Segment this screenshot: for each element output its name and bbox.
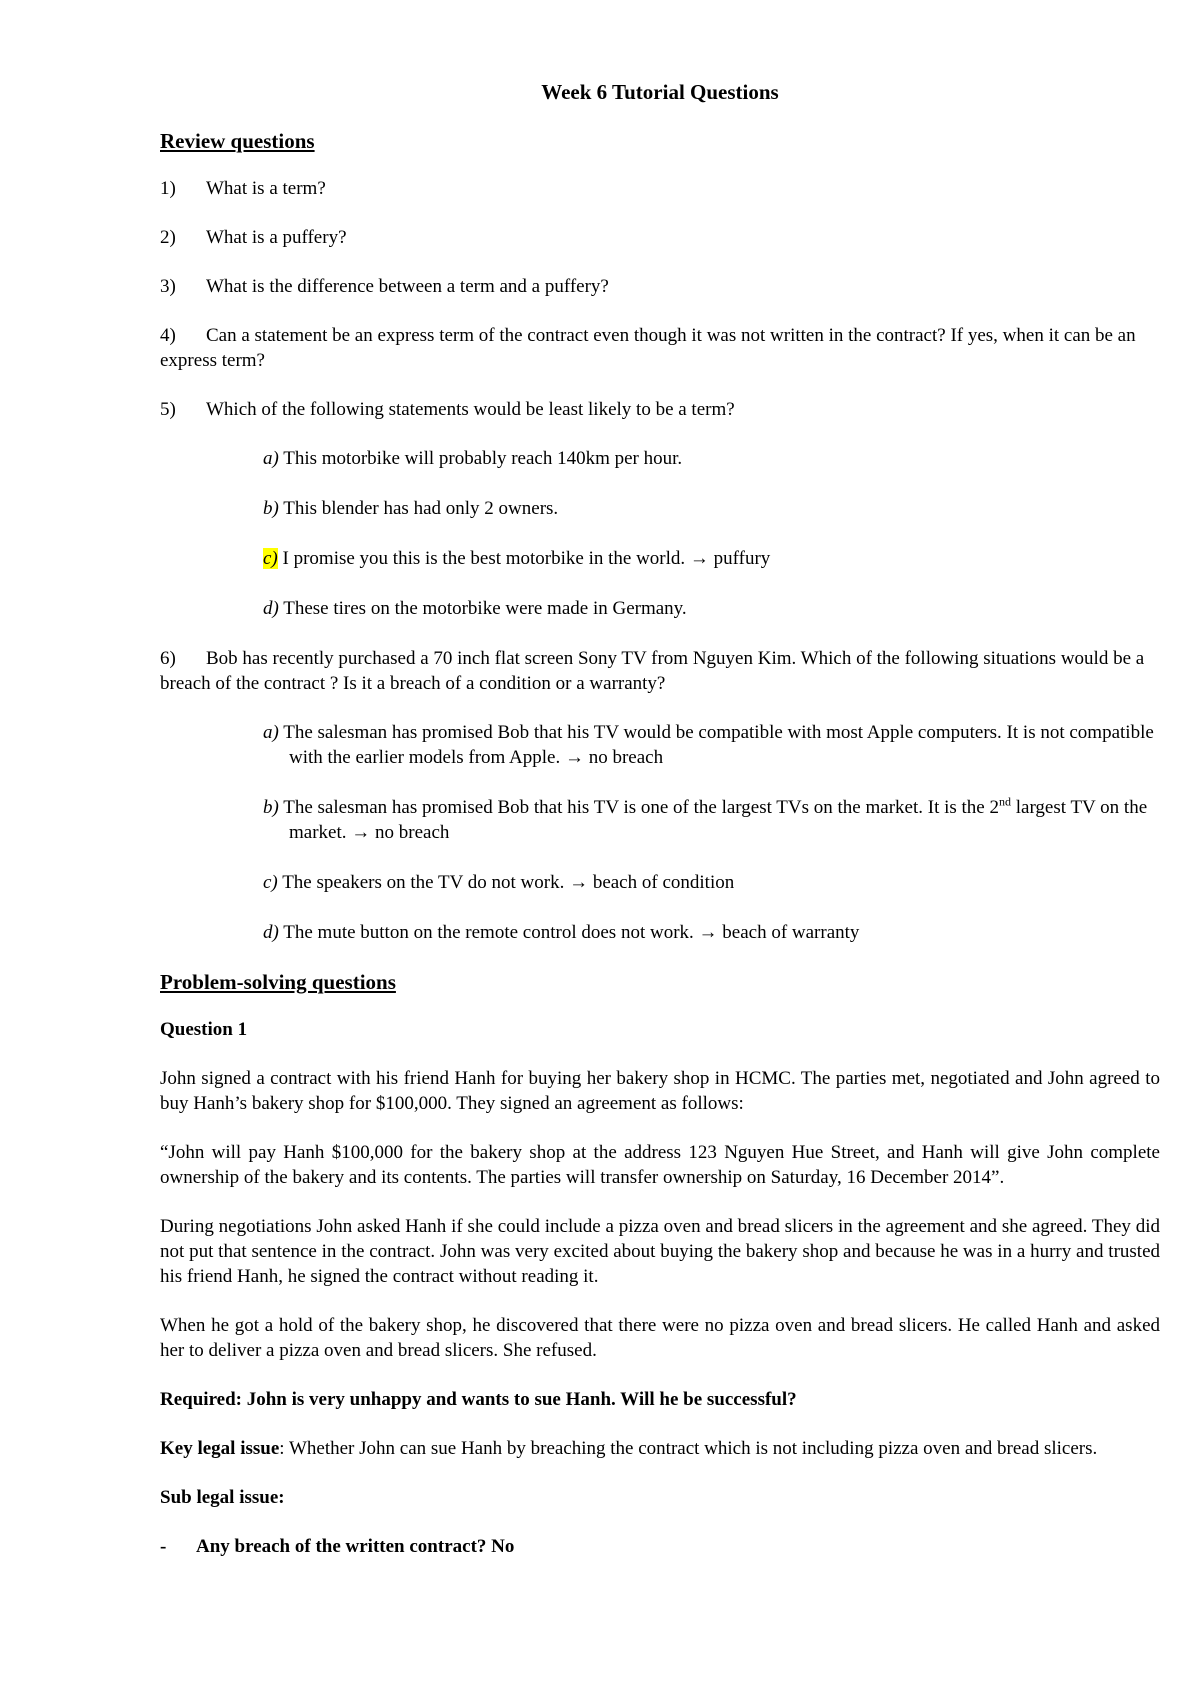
question-number: 6) <box>160 648 176 669</box>
review-question-4 <box>160 323 1160 373</box>
dash-bullet: - <box>160 1536 167 1557</box>
question-6-options <box>160 720 1160 945</box>
list-item <box>160 1534 1160 1559</box>
option-text: This motorbike will probably reach 140km per hour. <box>283 448 683 469</box>
question-text: What is a puffery? <box>206 227 347 248</box>
option-c <box>263 546 1160 571</box>
option-b <box>263 795 1160 845</box>
question-text: Which of the following statements would be least likely to be a term? <box>206 399 735 420</box>
paragraph: “John will pay Hanh $100,000 for the bakery shop at the address 123 Nguyen Hue Street, and Hanh will give John complete ownership of the bakery and its contents. The parties will transfer ownership on Saturday, 16 December 2014”. <box>160 1142 1160 1188</box>
option-text: The mute button on the remote control does not work. → beach of warranty <box>283 922 860 943</box>
key-issue-text: : Whether John can sue Hanh by breaching the contract which is not including pizza oven and bread slicers. <box>279 1438 1098 1459</box>
option-letter: c) <box>263 872 278 893</box>
review-question-6 <box>160 646 1160 696</box>
question-1-label: Question 1 <box>160 1019 248 1040</box>
paragraph: When he got a hold of the bakery shop, he discovered that there were no pizza oven and bread slicers. He called Hanh and asked her to deliver a pizza oven and bread slicers. She refused. <box>160 1315 1160 1361</box>
question-number: 3) <box>160 276 176 297</box>
option-text: The speakers on the TV do not work. → beach of condition <box>282 872 735 893</box>
option-a <box>263 720 1160 770</box>
review-heading: Review questions <box>160 129 315 153</box>
question-text: What is a term? <box>206 178 326 199</box>
list-item-text: Any breach of the written contract? No <box>196 1536 515 1557</box>
paragraph: John signed a contract with his friend Hanh for buying her bakery shop in HCMC. The parties met, negotiated and John agreed to buy Hanh’s bakery shop for $100,000. They signed an agreement as follows: <box>160 1068 1160 1114</box>
question-text: What is the difference between a term and a puffery? <box>206 276 609 297</box>
key-issue-label: Key legal issue <box>160 1438 280 1459</box>
question-text: Bob has recently purchased a 70 inch flat screen Sony TV from Nguyen Kim. Which of the following situations would be a breach of the contract ? Is it a breach of a condition or a warranty? <box>160 648 1145 694</box>
option-letter: a) <box>263 448 279 469</box>
option-letter: b) <box>263 498 279 519</box>
option-c <box>263 870 1160 895</box>
review-question-5 <box>160 397 1160 422</box>
review-question-1 <box>160 176 1160 201</box>
document-page <box>160 80 1160 1559</box>
option-letter: a) <box>263 722 279 743</box>
option-letter: d) <box>263 598 279 619</box>
problem-heading: Problem-solving questions <box>160 970 396 994</box>
option-text: These tires on the motorbike were made in Germany. <box>283 598 687 619</box>
option-d <box>263 920 1160 945</box>
option-text: I promise you this is the best motorbike in the world. → puffury <box>282 548 771 569</box>
key-legal-issue <box>160 1436 1160 1461</box>
review-question-3 <box>160 274 1160 299</box>
question-5-options <box>160 446 1160 621</box>
question-number: 2) <box>160 227 176 248</box>
question-number: 1) <box>160 178 176 199</box>
option-text: The salesman has promised Bob that his TV is one of the largest TVs on the market. It is the 2 <box>283 797 999 818</box>
question-number: 5) <box>160 399 176 420</box>
required-statement: Required: John is very unhappy and wants to sue Hanh. Will he be successful? <box>160 1389 797 1410</box>
option-letter: b) <box>263 797 279 818</box>
paragraph: During negotiations John asked Hanh if she could include a pizza oven and bread slicers in the agreement and she agreed. They did not put that sentence in the contract. John was very excited about buying the bakery shop and because he was in a hurry and trusted his friend Hanh, he signed the contract without reading it. <box>160 1216 1160 1287</box>
question-number: 4) <box>160 325 176 346</box>
option-text: The salesman has promised Bob that his TV would be compatible with most Apple computers. It is not compatible with the earlier models from Apple. → no breach <box>283 722 1154 768</box>
option-a <box>263 446 1160 471</box>
option-letter-highlighted: c) <box>263 548 278 569</box>
page-title: Week 6 Tutorial Questions <box>541 80 779 104</box>
option-text-continued: largest TV on the market. → no breach <box>289 797 1148 843</box>
sub-legal-issue-label: Sub legal issue: <box>160 1487 285 1508</box>
option-b <box>263 496 1160 521</box>
ordinal-suffix: nd <box>998 794 1011 809</box>
option-d <box>263 596 1160 621</box>
option-letter: d) <box>263 922 279 943</box>
question-text: Can a statement be an express term of the contract even though it was not written in the contract? If yes, when it can be an express term? <box>160 325 1136 371</box>
review-question-2 <box>160 225 1160 250</box>
option-text: This blender has had only 2 owners. <box>283 498 559 519</box>
